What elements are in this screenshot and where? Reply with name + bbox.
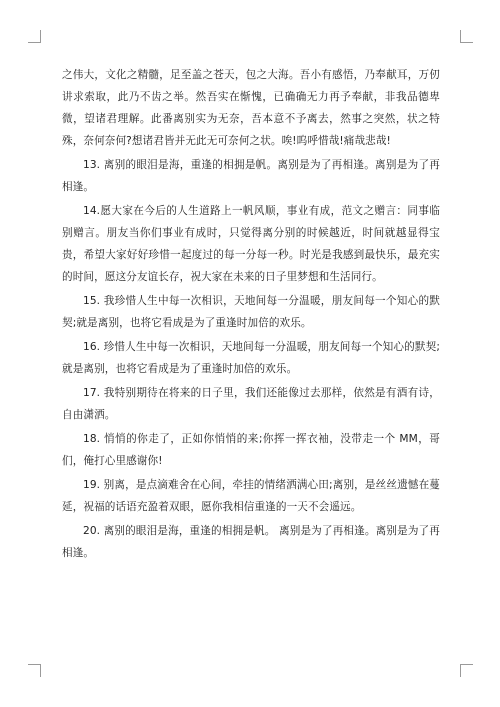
corner-mark-top-right	[460, 30, 473, 43]
paragraph-17: 17. 我特别期待在将来的日子里，我们还能像过去那样，依然是有酒有诗，自由潇洒。	[62, 387, 440, 421]
paragraph-19: 19. 别离，是点滴难舍在心间，牵挂的情绪洒满心田;离别，是丝丝遗憾在蔓延，祝福的话语充盈着双眼，愿你我相信重逢的一天不会遥远。	[62, 479, 440, 513]
corner-mark-bottom-right	[460, 664, 473, 677]
paragraph-continuation: 之伟大，文化之精髓，足至盖之苍天，包之大海。吾小有感悟，乃奉献耳，万仞讲求索取，此乃不齿之举。然吾实在惭愧，已确确无力再予奉献，非我品德卑微，望诸君理解。此番离别实为无奈，吾本意不予离去，然事之突然，状之特殊，奈何奈何?想诸君皆并无此无可奈何之状。唉!呜呼惜哉!痛哉悲哉!	[62, 69, 440, 147]
paragraph-16: 16. 珍惜人生中每一次相识，天地间每一分温暖，朋友间每一个知心的默契;就是离别，也将它看成是为了重逢时加倍的欢乐。	[62, 341, 440, 375]
paragraph-14: 14.愿大家在今后的人生道路上一帆风顺，事业有成，范文之赠言：同事临别赠言。朋友当你们事业有成时，只觉得离分别的时候越近，时间就越显得宝贵，希望大家好好珍惜一起度过的每一分每一秒。时光是我感到最快乐，最充实的时间，愿这分友谊长存，祝大家在未来的日子里梦想和生活同行。	[62, 205, 440, 283]
paragraph-15: 15. 我珍惜人生中每一次相识，天地间每一分温暖，朋友间每一个知心的默契;就是离别，也将它看成是为了重逢时加倍的欢乐。	[62, 295, 440, 329]
corner-mark-top-left	[28, 30, 41, 43]
paragraph-13: 13. 离别的眼泪是海，重逢的相拥是帆。离别是为了再相逢。离别是为了再相逢。	[62, 159, 440, 193]
paragraph-20: 20. 离别的眼泪是海，重逢的相拥是帆。 离别是为了再相逢。离别是为了再相逢。	[62, 525, 440, 559]
paragraph-18: 18. 悄悄的你走了，正如你悄悄的来;你挥一挥衣袖，没带走一个 MM，哥们，俺打心里感谢你!	[62, 433, 440, 467]
document-body	[62, 64, 440, 566]
corner-mark-bottom-left	[28, 664, 41, 677]
